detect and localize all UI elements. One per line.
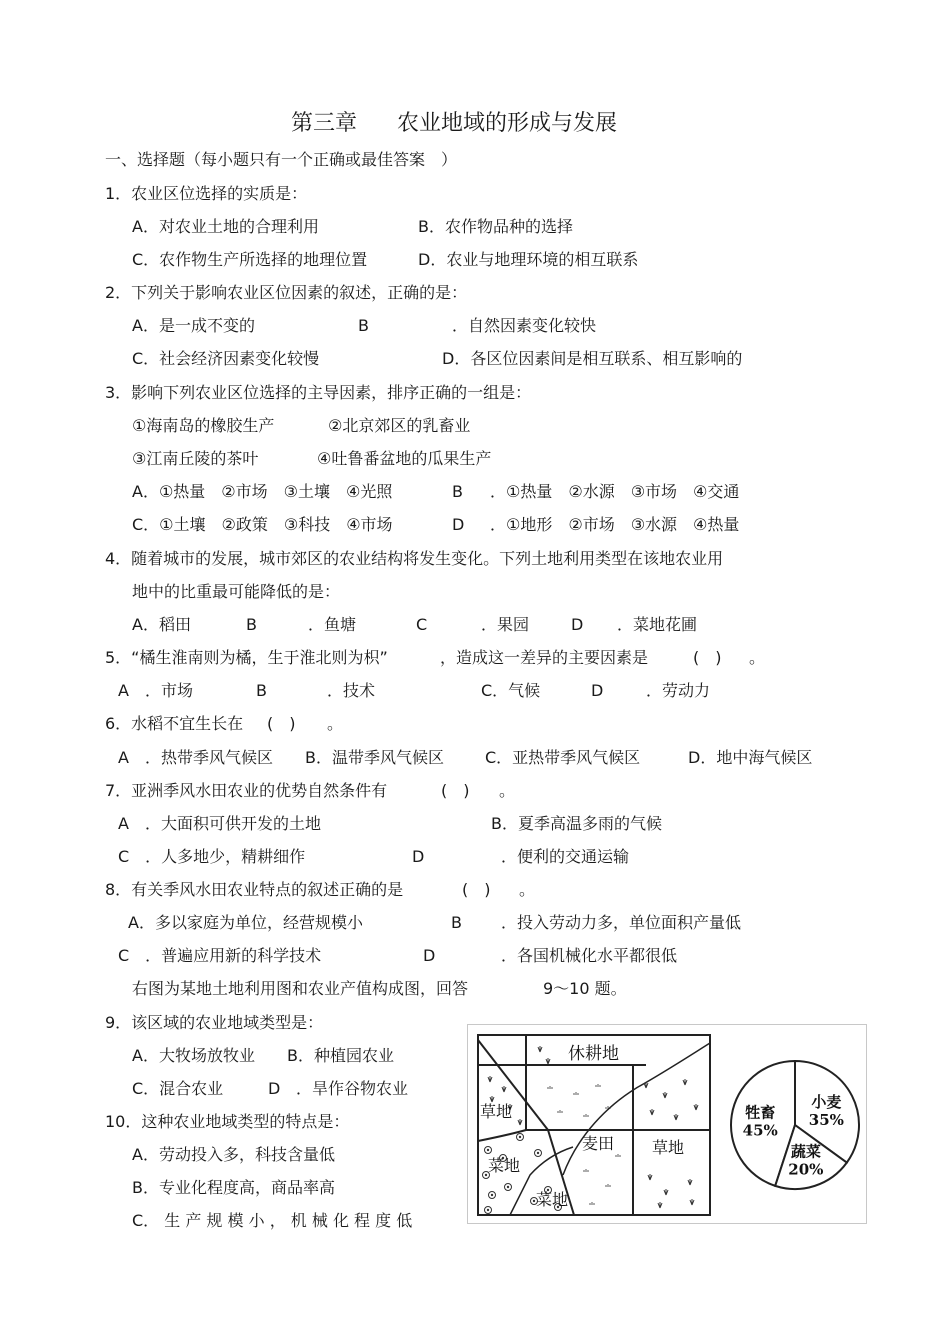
q5-stem-cont: ，造成这一差异的主要因素是 — [440, 648, 649, 667]
q1-option-c: C．农作物生产所选择的地理位置 — [132, 250, 368, 269]
q4-stem-line2: 地中的比重最可能降低的是： — [132, 582, 341, 601]
label-fallow-land: 休耕地 — [568, 1044, 619, 1064]
q3-option-d-text: ．①地形 ②市场 ③水源 ④热量 — [490, 515, 740, 534]
q1-stem: 1．农业区位选择的实质是： — [105, 184, 308, 203]
q2-option-c: C．社会经济因素变化较慢 — [132, 349, 320, 368]
q6-blank: ( ) — [267, 714, 296, 733]
q4-option-d-letter: D — [571, 615, 584, 634]
output-value-pie-chart — [731, 1061, 859, 1189]
q10-option-c: C． 生 产 规 模 小 ， 机 械 化 程 度 低 — [132, 1211, 413, 1230]
q10-stem: 10．这种农业地域类型的特点是： — [105, 1112, 350, 1131]
q6-option-b: B．温带季风气候区 — [305, 748, 444, 767]
q3-item-4: ④吐鲁番盆地的瓜果生产 — [317, 449, 492, 468]
label-vegetable-bottom: 菜地 — [536, 1190, 569, 1209]
q6-option-d: D．地中海气候区 — [688, 748, 813, 767]
q9-option-c: C．混合农业 — [132, 1079, 224, 1098]
q6-option-a: A ．热带季风气候区 — [118, 748, 273, 767]
q2-option-d: D．各区位因素间是相互联系、相互影响的 — [442, 349, 743, 368]
q7-option-a: A ．大面积可供开发的土地 — [118, 814, 321, 833]
pie-label-livestock: 牲畜 — [745, 1103, 776, 1122]
q9-option-b: B．种植园农业 — [287, 1046, 394, 1065]
q5-option-d-text: ．劳动力 — [646, 681, 711, 700]
q4-option-b-letter: B — [246, 615, 257, 634]
q3-option-a: A．①热量 ②市场 ③土壤 ④光照 — [132, 482, 393, 501]
land-use-figure — [467, 1024, 867, 1224]
q7-period: 。 — [499, 781, 516, 800]
q5-blank: ( ) — [693, 648, 722, 667]
q5-option-b-text: ．技术 — [327, 681, 376, 700]
q2-stem: 2．下列关于影响农业区位因素的叙述，正确的是： — [105, 283, 468, 302]
q7-option-b: B．夏季高温多雨的气候 — [491, 814, 662, 833]
section-heading: 一、选择题（每小题只有一个正确或最佳答案 ） — [105, 150, 458, 169]
q7-option-c: C ．人多地少，精耕细作 — [118, 847, 306, 866]
pie-percent-livestock: 45% — [742, 1121, 778, 1140]
q1-option-d: D．农业与地理环境的相互联系 — [418, 250, 639, 269]
q8-option-b-letter: B — [451, 913, 462, 932]
q8-stem: 8．有关季风水田农业特点的叙述正确的是 — [105, 880, 404, 899]
q6-option-c: C．亚热带季风气候区 — [485, 748, 641, 767]
figure-question-range: 9～10 题。 — [543, 979, 627, 998]
q5-option-d-letter: D — [591, 681, 604, 700]
q3-option-b-letter: B — [452, 482, 463, 501]
q8-option-a: A．多以家庭为单位，经营规模小 — [128, 913, 363, 932]
q8-blank: ( ) — [462, 880, 491, 899]
q4-option-a: A．稻田 — [132, 615, 191, 634]
q5-stem: 5．“橘生淮南则为橘，生于淮北则为枳” — [105, 648, 388, 667]
chapter-title: 农业地域的形成与发展 — [397, 111, 618, 136]
pie-label-vegetables: 蔬菜 — [790, 1142, 821, 1161]
label-vegetable-left: 菜地 — [488, 1156, 521, 1175]
label-grassland-right: 草地 — [652, 1138, 685, 1157]
q5-option-c: C．气候 — [481, 681, 541, 700]
q2-option-a: A．是一成不变的 — [132, 316, 255, 335]
q3-item-1: ①海南岛的橡胶生产 — [132, 416, 275, 435]
q7-stem: 7．亚洲季风水田农业的优势自然条件有 — [105, 781, 388, 800]
pie-percent-vegetables: 20% — [788, 1160, 824, 1179]
q3-item-2: ②北京郊区的乳畜业 — [328, 416, 471, 435]
q3-option-b-text: ．①热量 ②水源 ③市场 ④交通 — [490, 482, 740, 501]
q3-stem: 3．影响下列农业区位选择的主导因素，排序正确的一组是： — [105, 383, 532, 402]
q8-option-b-text: ．投入劳动力多，单位面积产量低 — [501, 913, 742, 932]
land-use-map — [478, 1035, 710, 1215]
q8-option-d-letter: D — [423, 946, 436, 965]
label-wheat-field: 麦田 — [582, 1134, 615, 1153]
q4-option-b-text: ．鱼塘 — [308, 615, 357, 634]
figure-canvas — [468, 1025, 866, 1223]
q7-option-d-text: ．便利的交通运输 — [501, 847, 630, 866]
q10-option-a: A．劳动投入多，科技含量低 — [132, 1145, 335, 1164]
q3-option-d-letter: D — [452, 515, 465, 534]
chapter-number: 第三章 — [291, 111, 358, 136]
q8-option-d-text: ．各国机械化水平都很低 — [501, 946, 678, 965]
q1-option-a: A．对农业土地的合理利用 — [132, 217, 319, 236]
q8-period: 。 — [519, 880, 536, 899]
q4-option-c-text: ．果园 — [481, 615, 530, 634]
q1-option-b: B．农作物品种的选择 — [418, 217, 573, 236]
q5-option-a: A ．市场 — [118, 681, 193, 700]
q3-option-c: C．①土壤 ②政策 ③科技 ④市场 — [132, 515, 393, 534]
q2-option-b-letter: B — [358, 316, 369, 335]
q5-period: 。 — [749, 648, 766, 667]
q4-stem-line1: 4．随着城市的发展，城市郊区的农业结构将发生变化。下列土地利用类型在该地农业用 — [105, 549, 724, 568]
q4-option-c-letter: C — [416, 615, 428, 634]
figure-instruction: 右图为某地土地利用图和农业产值构成图，回答 — [132, 979, 469, 998]
q3-item-3: ③江南丘陵的茶叶 — [132, 449, 259, 468]
pie-label-wheat: 小麦 — [811, 1093, 842, 1112]
q6-stem: 6．水稻不宜生长在 — [105, 714, 244, 733]
q10-option-b: B．专业化程度高，商品率高 — [132, 1178, 335, 1197]
q9-stem: 9．该区域的农业地域类型是： — [105, 1013, 324, 1032]
q9-option-a: A．大牧场放牧业 — [132, 1046, 255, 1065]
q9-option-d-letter: D — [268, 1079, 281, 1098]
q8-option-c: C ．普遍应用新的科学技术 — [118, 946, 322, 965]
q2-option-b-text: ．自然因素变化较快 — [452, 316, 597, 335]
q7-blank: ( ) — [441, 781, 470, 800]
pie-percent-wheat: 35% — [808, 1111, 844, 1130]
q4-option-d-text: ．菜地花圃 — [617, 615, 698, 634]
label-grassland-left: 草地 — [480, 1102, 513, 1121]
q6-period: 。 — [327, 714, 344, 733]
q7-option-d-letter: D — [412, 847, 425, 866]
q9-option-d-text: ．旱作谷物农业 — [296, 1079, 409, 1098]
q5-option-b-letter: B — [256, 681, 267, 700]
